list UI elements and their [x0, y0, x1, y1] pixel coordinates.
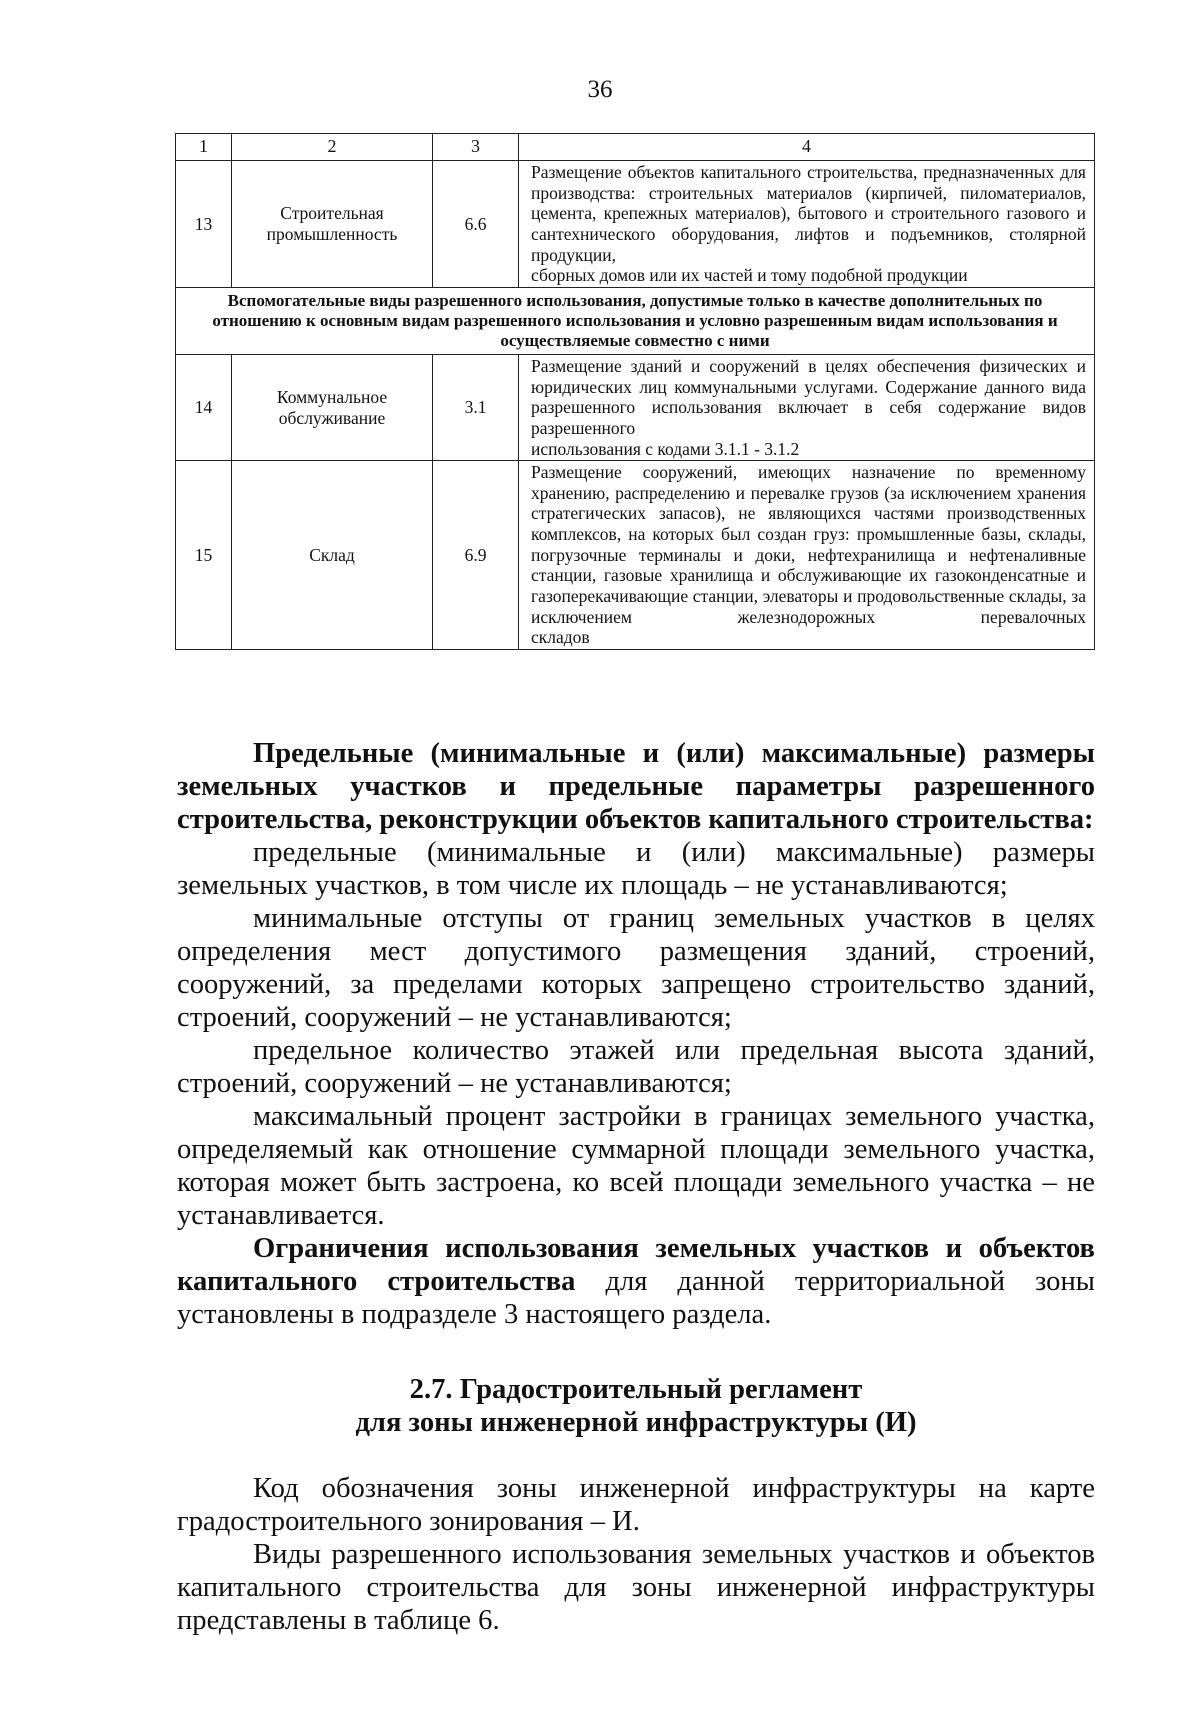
- description-last-line: складов: [531, 627, 590, 648]
- header-col-3: 3: [433, 134, 519, 161]
- use-type-name: Строительная промышленность: [232, 161, 433, 288]
- description-text: Размещение сооружений, имеющих назначение по временному хранению, распределению и перевалке грузов (за исключением хранения стратегических запасов), не являющихся частями производственных комплексов, на которых был создан груз: промышленные базы, склады, погрузочные терминалы и доки, нефтехранилища и нефтеналивные станции, газовые хранилища и обслуживающие их газоконденсатные и газоперекачивающие станции, элеваторы и продовольственные склады, за исключением железнодорожных перевалочных: [531, 462, 1086, 627]
- limits-heading: [177, 737, 1095, 836]
- paragraph-restrictions: [177, 1232, 1095, 1331]
- use-type-code: 6.9: [433, 461, 519, 650]
- description-last-line: использования с кодами 3.1.1 - 3.1.2: [531, 438, 800, 459]
- restrictions-bold: Ограничения использования земельных участков и объектов капитального строительства: [177, 1233, 1095, 1297]
- use-type-description: [519, 354, 1095, 460]
- description-text: Размещение объектов капитального строительства, предназначенных для производства: строительных материалов (кирпичей, пиломатериалов, цемента, крепежных материалов), бытового и строительного газового и сантехнического оборудования, лифтов и подъемников, столярной продукции,: [531, 162, 1086, 265]
- section-heading-line2: для зоны инженерной инфраструктуры (И): [355, 1407, 917, 1438]
- description-last-line: сборных домов или их частей и тому подобной продукции: [531, 265, 968, 286]
- limits-heading-text: Предельные (минимальные и (или) максимальные) размеры земельных участков и предельные параметры разрешенного строительства, реконструкции объектов капитального строительства:: [177, 738, 1095, 835]
- table-row: [176, 354, 1095, 460]
- header-col-4: 4: [519, 134, 1095, 161]
- body-text: [177, 737, 1095, 1637]
- use-type-name: Коммунальное обслуживание: [232, 354, 433, 460]
- paragraph-floors: предельное количество этажей или предельная высота зданий, строений, сооружений – не устанавливаются;: [177, 1035, 1095, 1099]
- description-text: Размещение зданий и сооружений в целях обеспечения физических и юридических лиц коммунальными услугами. Содержание данного вида разрешенного использования включает в себя содержание видов разрешенного: [531, 355, 1086, 438]
- paragraph-setbacks: минимальные отступы от границ земельных участков в целях определения мест допустимого размещения зданий, строений, сооружений, за пределами которых запрещено строительство зданий, строений, сооружений – не устанавливаются;: [177, 903, 1095, 1033]
- table-header-row: [176, 134, 1095, 161]
- table-row: [176, 161, 1095, 288]
- paragraph-zone-code: Код обозначения зоны инженерной инфраструктуры на карте градостроительного зонирования – И.: [177, 1473, 1095, 1537]
- use-type-code: 6.6: [433, 161, 519, 288]
- table-row: [176, 461, 1095, 650]
- row-number: 14: [176, 354, 232, 460]
- use-type-description: [519, 461, 1095, 650]
- use-type-description: [519, 161, 1095, 288]
- row-number: 13: [176, 161, 232, 288]
- row-number: 15: [176, 461, 232, 650]
- use-type-name: Склад: [232, 461, 433, 650]
- header-col-1: 1: [176, 134, 232, 161]
- table-section-row: [176, 287, 1095, 354]
- paragraph-table-ref: Виды разрешенного использования земельных участков и объектов капитального строительства для зоны инженерной инфраструктуры представлены в таблице 6.: [177, 1539, 1095, 1636]
- paragraph-coverage: максимальный процент застройки в границах земельного участка, определяемый как отношение суммарной площади земельного участка, которая может быть застроена, ко всей площади земельного участка – не устанавливается.: [177, 1101, 1095, 1231]
- section-heading-second: [177, 1406, 1095, 1439]
- page-number: 36: [587, 76, 613, 103]
- land-use-table: [175, 133, 1095, 650]
- restrictions-rest: для данной территориальной зоны установлены в подразделе 3 настоящего раздела.: [177, 1266, 1095, 1330]
- use-type-code: 3.1: [433, 354, 519, 460]
- header-col-2: 2: [232, 134, 433, 161]
- paragraph-plot-sizes: предельные (минимальные и (или) максимальные) размеры земельных участков, в том числе их площадь – не устанавливаются;: [177, 837, 1095, 901]
- section-title: Вспомогательные виды разрешенного использования, допустимые только в качестве дополнительных по отношению к основным видам разрешенного использования и условно разрешенным видам использования и осуществляемые совместно с ними: [176, 287, 1095, 354]
- section-heading-line1: 2.7. Градостроительный регламент: [409, 1374, 863, 1405]
- section-heading: [177, 1373, 1095, 1406]
